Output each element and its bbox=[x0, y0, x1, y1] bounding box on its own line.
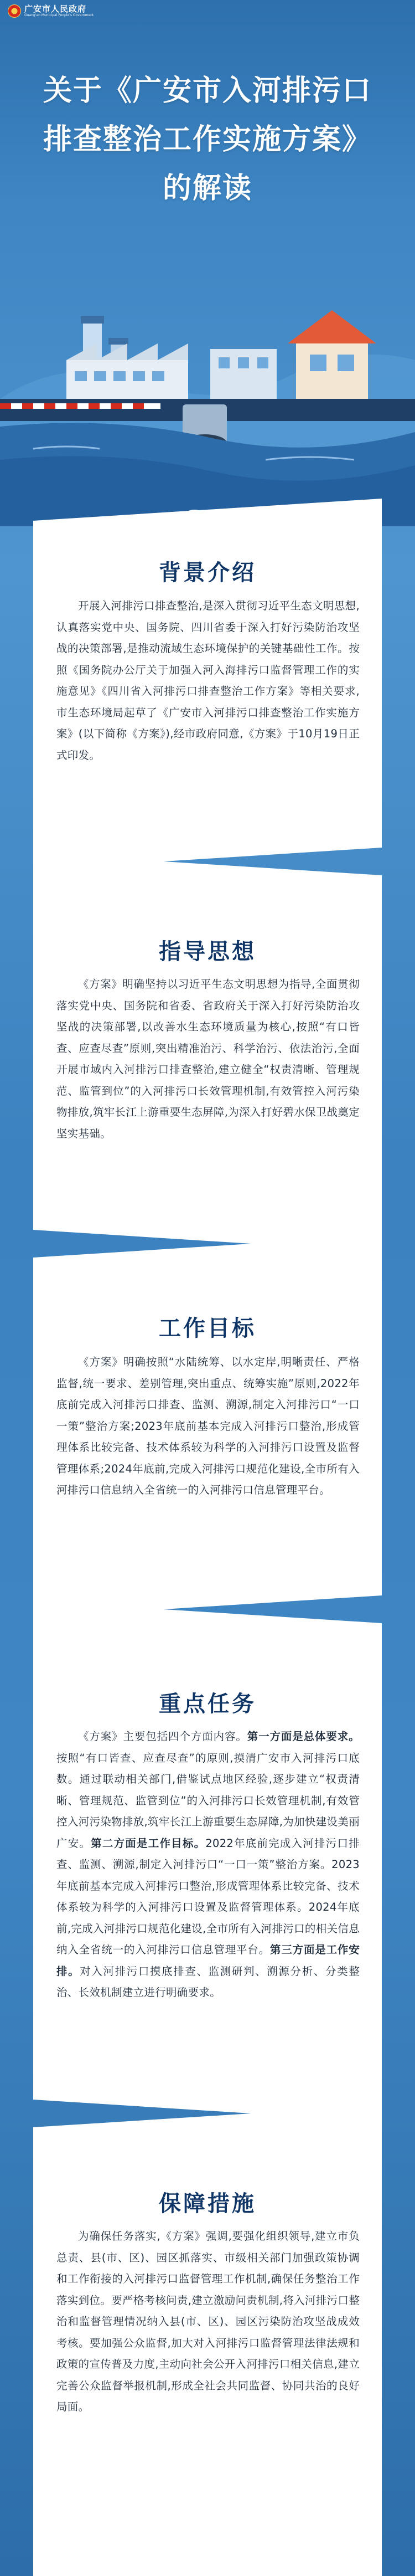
section-heading: 工作目标 bbox=[159, 1316, 256, 1341]
section-heading: 重点任务 bbox=[159, 1691, 256, 1717]
section-work-goals bbox=[0, 1235, 415, 1618]
page-title bbox=[0, 66, 415, 213]
national-emblem-icon bbox=[8, 4, 21, 18]
site-name: 广安市人民政府 bbox=[24, 4, 87, 14]
site-brand[interactable] bbox=[8, 4, 94, 18]
section-heading: 背景介绍 bbox=[159, 560, 256, 586]
title-line-1: 关于《广安市入河排污口 bbox=[43, 74, 372, 107]
section-body: 《方案》明确按照“水陆统筹、以水定岸,明晰责任、严格监督,统一要求、差别管理,突出重点、统筹实施”原则,2022年底前完成入河排污口排查、监测、溯源,制定入河排污口“一口一策”整治方案;2023年底前基本完成入河排污口整治,形成管理体系比较完备、技术体系较为科学的入河排污口设置及监督管理体系;2024年底前,完成入河排污口规范化建设,全市所有入河排污口信息纳入全省统一的入河排污口信息管理平台。 bbox=[56, 1356, 360, 1496]
body-part: 对入河排污口摸底排查、监测研判、溯源分析、分类整治、长效机制建立进行明确要求。 bbox=[56, 1964, 360, 1999]
title-line-3: 的解读 bbox=[162, 171, 252, 205]
body-part-bold: 第一方面是总体要求。 bbox=[247, 1730, 360, 1743]
section-safeguards bbox=[0, 2105, 415, 2576]
body-part: 按照“有口皆查、应查尽查”的原则,摸清广安市入河排污口底数。通过联动相关部门,借鉴试点地区经验,逐步建立“权责清晰、管理规范、监管到位”的入河排污口长效管理机制,有效管控入河污染物排放,筑牢长江上游重要生态屏障,为加快建设美丽广安。 bbox=[56, 1751, 360, 1850]
section-number: 04 bbox=[176, 1633, 239, 1684]
section-key-tasks bbox=[0, 1601, 415, 2122]
brand-text bbox=[24, 4, 94, 18]
section-number: 02 bbox=[176, 881, 239, 931]
section-body: 为确保任务落实,《方案》强调,要强化组织领导,建立市负总责、县(市、区)、园区抓落实、市级相关部门加强政策协调和工作衔接的入河排污口监督管理工作机制,确保任务整治工作落实到位。要严格考核问责,建立激励问责机制,将入河排污口整治和监督管理情况纳入县(市、区)、园区污染防治攻坚战成效考核。要加强公众监督,加大对入河排污口监督管理法律法规和政策的宣传普及力度,主动向社会公开入河排污口相关信息,建立完善公众监督举报机制,形成全社会共同监督、协同共治的良好局面。 bbox=[56, 2230, 360, 2413]
section-number: 05 bbox=[176, 2133, 239, 2183]
section-heading: 指导思想 bbox=[159, 939, 256, 964]
section-background-intro bbox=[0, 499, 415, 870]
section-guiding-ideology bbox=[0, 853, 415, 1252]
site-name-en: Guang'an Municipal People's Government bbox=[24, 13, 94, 17]
title-line-2: 排查整治工作实施方案》 bbox=[43, 122, 372, 156]
section-number: 03 bbox=[176, 1258, 239, 1308]
section-body: 《方案》明确坚持以习近平生态文明思想为指导,全面贯彻落实党中央、国务院和省委、省政府关于深入打好污染防治攻坚战的决策部署,以改善水生态环境质量为核心,按照“有口皆查、应查尽查”原则,突出精准治污、科学治污、依法治污,全面开展市域内入河排污口排查整治,建立健全“权责清晰、管理规范、监管到位”的入河排污口长效管理机制,有效管控入河污染物排放,筑牢长江上游重要生态屏障,为深入打好碧水保卫战奠定坚实基础。 bbox=[56, 978, 360, 1140]
section-body bbox=[56, 1726, 360, 2004]
body-part-bold: 第三方面是工作安排。 bbox=[56, 1943, 360, 1978]
body-part-bold: 第二方面是工作目标。 bbox=[91, 1836, 206, 1850]
factory-river-illustration bbox=[0, 216, 415, 526]
body-part: 《方案》主要包括四个方面内容。 bbox=[78, 1730, 247, 1743]
section-heading: 保障措施 bbox=[159, 2191, 256, 2216]
section-number: 01 bbox=[176, 502, 239, 552]
body-part: 2022年底前完成入河排污口排查、监测、溯源,制定入河排污口“一口一策”整治方案。2023年底前基本完成入河排污口整治,形成管理体系比较完备、技术体系较为科学的入河排污口设置及监督管理体系。2024年底前,完成入河排污口规范化建设,全市所有入河排污口的相关信息纳入全省统一的入河排污口信息管理平台。 bbox=[56, 1836, 360, 1956]
section-body: 开展入河排污口排查整治,是深入贯彻习近平生态文明思想,认真落实党中央、国务院、四川省委于深入打好污染防治攻坚战的决策部署,是推动流域生态环境保护的关键基础性工作。按照《国务院办公厅关于加强入河入海排污口监督管理工作的实施意见》《四川省入河排污口排查整治工作方案》等相关要求,市生态环境局起草了《广安市入河排污口排查整治工作实施方案》(以下简称《方案》),经市政府同意,《方案》于10月19日正式印发。 bbox=[56, 599, 360, 762]
